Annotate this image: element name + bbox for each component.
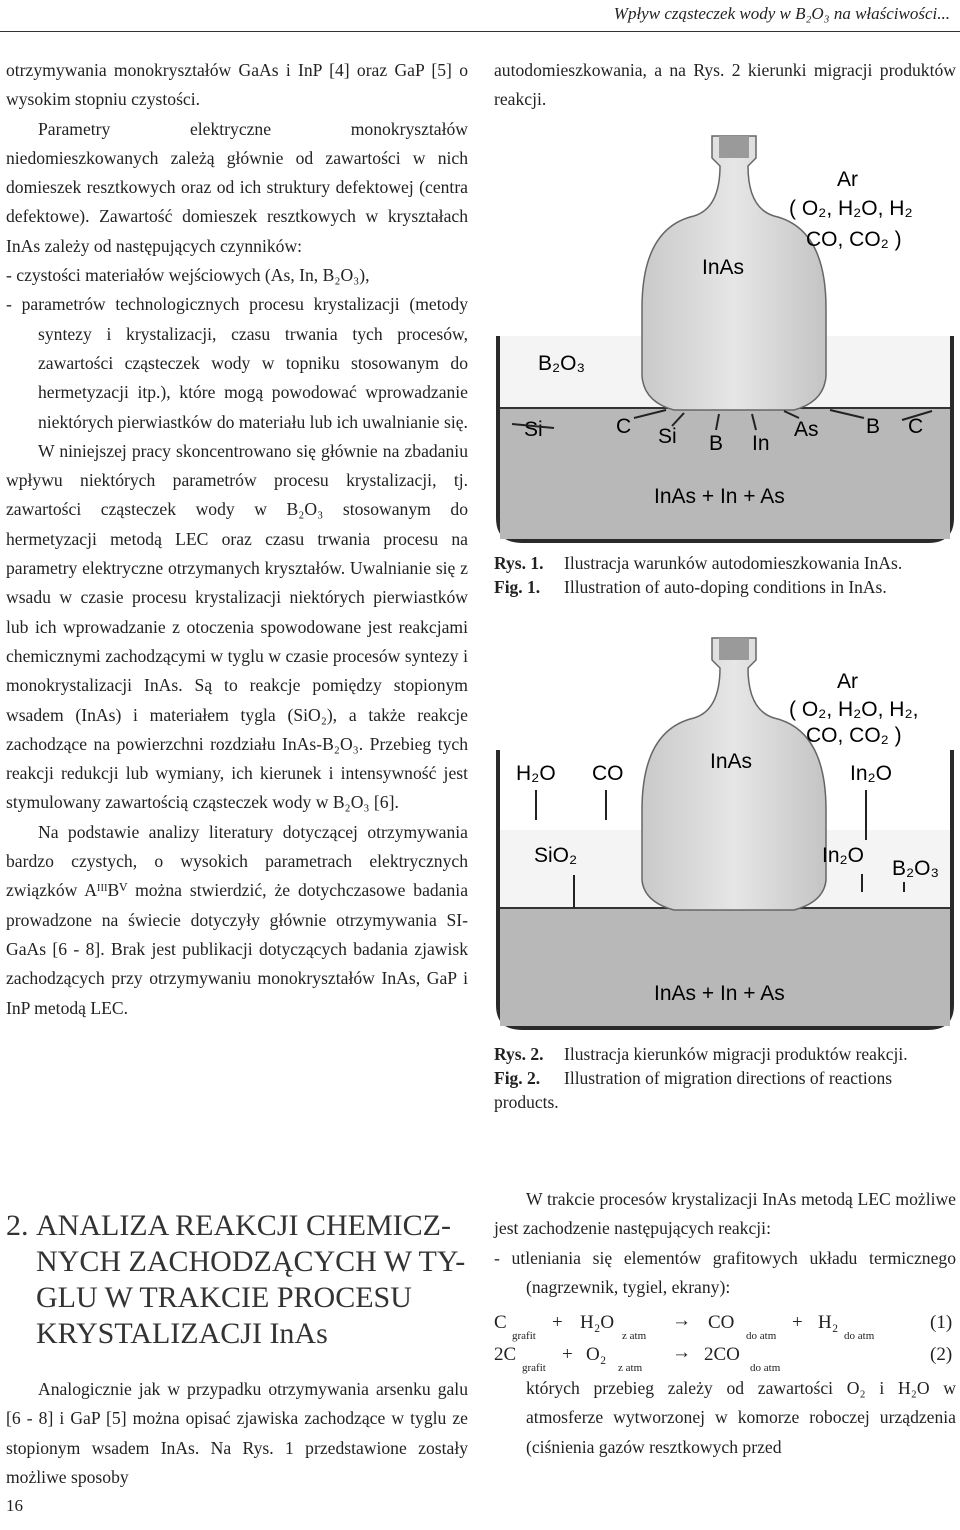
eq-term: C: [494, 1312, 507, 1334]
paragraph: Na podstawie analizy literatury dotyczącej otrzymywania bardzo czystych, o wysokich parametrach elektrycznych związków AᴵᴵᴵBⱽ można stwierdzić, że dotychczasowe badania prowadzone na świecie dotyczyły głównie otrzymywania SI-GaAs [6 - 8]. Brak jest publikacji dotyczących badania zjawisk zachodzących przy otrzymywaniu monokryształów InAs, GaP i InP metodą LEC.: [6, 821, 468, 1018]
label-b2o3: B₂O₃: [892, 857, 940, 880]
label-co: CO: [592, 762, 624, 785]
eq-term: H₂O: [580, 1312, 615, 1334]
header-rule: [0, 31, 960, 32]
seed-rod: [719, 136, 749, 158]
eq-plus: +: [792, 1312, 803, 1334]
eq-subscript: grafit: [512, 1330, 536, 1343]
eq-term: H₂: [818, 1312, 839, 1334]
label-sio2: SiO₂: [534, 844, 578, 867]
label-gases-2: CO, CO₂ ): [806, 228, 902, 251]
figure-1: [494, 118, 956, 543]
eq-arrow: →: [672, 1310, 691, 1332]
label-b-mid: B: [709, 432, 724, 455]
label-in2o-top: In₂O: [850, 762, 892, 785]
list-item: - czystości materiałów wejściowych (As, In, B₂O₃),: [6, 265, 370, 286]
right-column-reactions: [494, 1185, 956, 1462]
label-c-right: C: [908, 415, 924, 438]
label-gases-2: CO, CO₂ ): [806, 724, 902, 747]
eq-number: (2): [930, 1344, 953, 1366]
eq-term: CO: [708, 1312, 735, 1334]
eq-number: (1): [930, 1312, 953, 1334]
label-as-mid: As: [794, 418, 819, 441]
label-si-left: Si: [524, 418, 543, 441]
eq-plus: +: [562, 1344, 573, 1366]
melt-region: [500, 408, 950, 539]
section-heading: [6, 1208, 466, 1352]
section-paragraph: [6, 1375, 468, 1492]
label-c-left: C: [616, 415, 632, 438]
eq-subscript: do atm: [746, 1330, 777, 1343]
section-title-line: GLU W TRAKCIE PROCESU: [36, 1281, 412, 1314]
page-number: 16: [6, 1496, 23, 1515]
paragraph: Analogicznie jak w przypadku otrzymywania arsenku galu [6 - 8] i GaP [5] można opisać zjawiska zachodzące w tyglu ze stopionym wsadem InAs. Na Rys. 1 przedstawione zostały możliwe sposoby: [6, 1379, 468, 1487]
label-h2o: H₂O: [516, 762, 556, 785]
eq-subscript: do atm: [844, 1330, 875, 1343]
caption-label: Rys. 2.: [494, 1044, 544, 1064]
label-in-mid: In: [752, 432, 770, 455]
eq-term: 2C: [494, 1344, 517, 1366]
label-in2o-mid: In₂O: [822, 844, 864, 867]
melt-region: [500, 908, 950, 1026]
caption-text: Ilustracja kierunków migracji produktów reakcji.: [564, 1044, 908, 1064]
eq-term: O₂: [586, 1344, 607, 1366]
label-melt: InAs + In + As: [654, 485, 785, 508]
paragraph: Parametry elektryczne monokryształów niedomieszkowanych zależą głównie od zawartości w nich domieszek resztkowych oraz od ich struktury defektowej (centra defektowe). Zawartość domieszek resztkowych w kryształach InAs zależy od następujących czynników:: [6, 118, 468, 256]
eq-subscript: grafit: [522, 1362, 546, 1375]
eq-subscript: z atm: [618, 1362, 643, 1375]
equation-2: [494, 1338, 956, 1374]
label-crystal: InAs: [710, 750, 753, 773]
caption-text: Ilustracja warunków autodomieszkowania InAs.: [564, 553, 903, 573]
paragraph: autodomieszkowania, a na Rys. 2 kierunki migracji produktów reakcji.: [494, 60, 956, 110]
section-title-line: ANALIZA REAKCJI CHEMICZ-: [36, 1209, 451, 1242]
label-encapsulant: B₂O₃: [538, 352, 586, 375]
figure-2-caption: [494, 1042, 960, 1114]
figure-1-diagram: [494, 118, 956, 543]
paragraph: W niniejszej pracy skoncentrowano się głównie na zbadaniu wpływu niektórych parametrów procesu krystalizacji, tj. zawartości cząsteczek wody w B₂O₃ stosowanym do hermetyzacji metodą LEC oraz czasu trwania procesu na parametry elektryczne otrzymanych kryształów. Uwalnianie się z wsadu w czasie procesu krystalizacji niektórych pierwiastków lub ich wprowadzanie z otoczenia spowodowane jest reakcjami chemicznymi zachodzącymi w tyglu w czasie procesów syntezy i monokrystalizacji InAs. Są to reakcje pomiędzy stopionym wsadem (InAs) i materiałem tygla (SiO₂), a także reakcje zachodzące na powierzchni rozdziału InAs-B₂O₃. Przebieg tych reakcji redukcji lub wymiany, ich kierunek i intensywność jest stymulowany zawartością cząsteczek wody w B₂O₃ [6].: [6, 440, 468, 813]
caption-label: Fig. 2.: [494, 1068, 541, 1088]
paragraph: otrzymywania monokryształów GaAs i InP [4] oraz GaP [5] o wysokim stopniu czystości.: [6, 60, 468, 110]
caption-text: Illustration of auto-doping conditions in InAs.: [564, 577, 887, 597]
running-header: [0, 0, 960, 38]
list-item: - utleniania się elementów grafitowych układu termicznego (nagrzewnik, tygiel, ekrany):: [494, 1247, 956, 1297]
paragraph: których przebieg zależy od zawartości O₂ i H₂O w atmosferze wytworzonej w komorze roboczej urządzenia (ciśnienia gazów resztkowych przed: [526, 1378, 956, 1457]
label-si-mid: Si: [658, 425, 677, 448]
eq-subscript: do atm: [750, 1362, 781, 1375]
eq-arrow: →: [672, 1342, 691, 1364]
section-title-line: KRYSTALIZACJI InAs: [36, 1317, 328, 1350]
caption-text: Illustration of migration directions of reactions products.: [494, 1068, 893, 1112]
list-item: - parametrów technologicznych procesu krystalizacji (metody syntezy i krystalizacji, czasu trwania tych procesów, zawartości cząsteczek wody w topniku stosowanym do hermetyzacji itp.), które mogą powodować wprowadzanie niektórych pierwiastków do materiału lub ich uwalnianie się.: [6, 294, 468, 432]
eq-subscript: z atm: [622, 1330, 647, 1343]
seed-rod: [719, 638, 749, 660]
eq-term: 2CO: [704, 1344, 740, 1366]
left-column: [6, 56, 468, 1023]
eq-plus: +: [552, 1312, 563, 1334]
figure-2-diagram: [494, 630, 956, 1030]
label-crystal: InAs: [702, 256, 745, 279]
label-melt: InAs + In + As: [654, 982, 785, 1005]
label-gases-1: ( O₂, H₂O, H₂: [789, 197, 913, 220]
label-gases-1: ( O₂, H₂O, H₂,: [789, 698, 919, 721]
equation-1: [494, 1302, 956, 1343]
label-ar: Ar: [837, 168, 858, 191]
label-ar: Ar: [837, 670, 858, 693]
caption-label: Fig. 1.: [494, 577, 541, 597]
label-b-right: B: [866, 415, 881, 438]
paragraph: W trakcie procesów krystalizacji InAs metodą LEC możliwe jest zachodzenie następujących reakcji:: [494, 1189, 956, 1239]
section-title-line: NYCH ZACHODZĄCYCH W TY-: [36, 1245, 466, 1278]
figure-2: [494, 630, 956, 1030]
header-text: Wpływ cząsteczek wody w B₂O₃ na właściwości...: [613, 4, 950, 23]
caption-label: Rys. 1.: [494, 553, 544, 573]
section-number: 2.: [6, 1209, 29, 1242]
figure-1-caption: [494, 551, 960, 599]
right-column-intro: [494, 56, 956, 115]
